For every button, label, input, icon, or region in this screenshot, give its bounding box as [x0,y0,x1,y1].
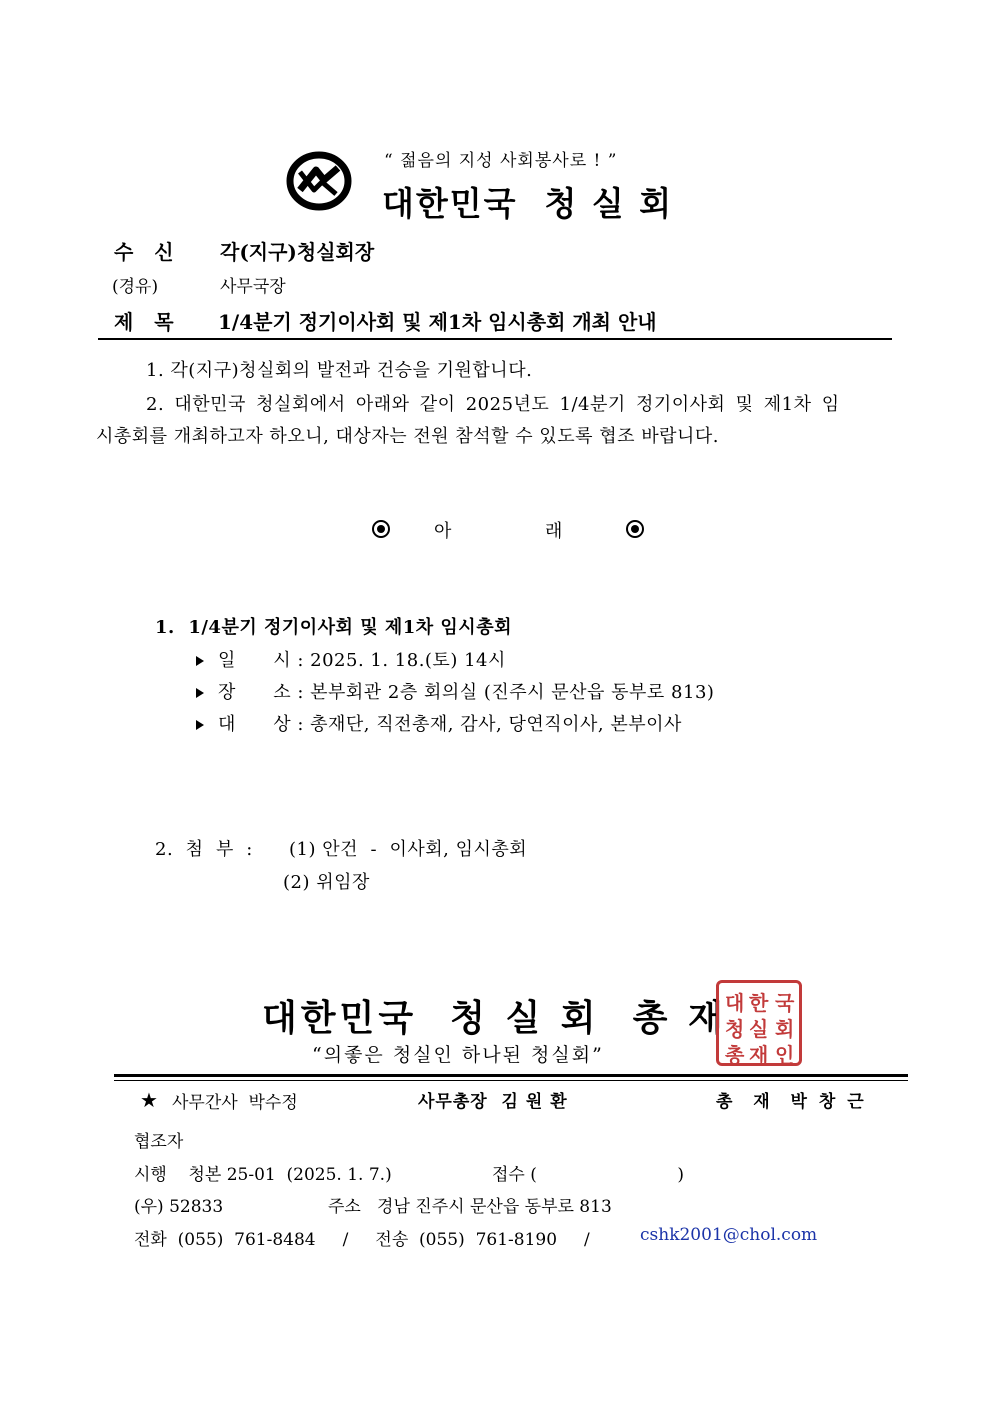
target-row [196,710,682,736]
attachment-1: (1) 안건 - 이사회, 임시총회 [289,839,528,860]
notice-char-a: 아 [434,521,452,542]
email-link[interactable]: cshk2001@chol.com [640,1225,818,1245]
receipt-info: 접수 ( ) [492,1165,685,1185]
triangle-bullet-icon [196,720,204,730]
footer-divider-thin [114,1080,908,1081]
seal-char: 대 [725,991,745,1015]
paragraph-1: 1. 각(지구)청실회의 발전과 건승을 기원합니다. [146,360,533,381]
recipient-value: 각(지구)청실회장 [220,240,375,264]
slogan: “ 젊음의 지성 사회봉사로 ! ” [384,151,618,171]
seal-char: 재 [749,1043,769,1067]
seal-char: 회 [775,1017,795,1041]
postal-code: (우) 52833 [134,1197,224,1217]
staff-star-icon: ★ [140,1088,158,1112]
date-row [196,646,506,672]
notice-char-re: 래 [545,521,563,542]
seal-char: 실 [749,1017,769,1041]
subject-value: 1/4분기 정기이사회 및 제1차 임시총회 개최 안내 [218,310,657,334]
motto: “의좋은 청실인 하나된 청실회” [312,1044,604,1066]
date-label: 일 시 : [218,650,304,671]
president: 총 재 박 창 근 [716,1092,867,1112]
header-divider [98,338,892,340]
item-2-label: 2. 첨 부 : [155,839,253,860]
enforcement-info: 시행 청본 25-01 (2025. 1. 7.) [134,1165,392,1185]
seal-char: 인 [775,1043,795,1067]
seal-char: 청 [725,1017,745,1041]
org-title: 대한민국 청 실 회 [382,184,674,223]
item-1-title: 1. 1/4분기 정기이사회 및 제1차 임시총회 [155,617,512,638]
subject-label: 제 목 [114,310,174,334]
seal-char: 국 [775,991,795,1015]
official-seal [716,980,802,1066]
via-value: 사무국장 [220,277,286,297]
seal-char: 총 [725,1043,745,1067]
footer-divider-thick [114,1074,908,1077]
org-logo-icon [286,150,352,212]
staff-name: 사무간사 박수정 [172,1093,298,1113]
target-label: 대 상 : [218,714,304,735]
contact-info: 전화 (055) 761-8484 / 전송 (055) 761-8190 / [134,1230,590,1250]
cooperator-label: 협조자 [134,1132,184,1152]
via-label: (경유) [112,277,159,297]
issuer-name: 대한민국 청 실 회 총 재 [262,997,727,1039]
date-value: 2025. 1. 18.(토) 14시 [310,650,506,671]
bullseye-icon [372,520,390,538]
bullseye-icon [626,520,644,538]
triangle-bullet-icon [196,656,204,666]
place-row [196,678,714,704]
seal-char: 한 [749,991,769,1015]
secretary-general: 사무총장 김 원 환 [418,1092,568,1112]
place-label: 장 소 : [218,682,304,703]
triangle-bullet-icon [196,688,204,698]
attachment-2: (2) 위임장 [283,872,370,893]
recipient-label: 수 신 [114,240,174,264]
target-value: 총재단, 직전총재, 감사, 당연직이사, 본부이사 [310,714,682,735]
place-value: 본부회관 2층 회의실 (진주시 문산읍 동부로 813) [310,682,715,703]
paragraph-2-line-1: 2. 대한민국 청실회에서 아래와 같이 2025년도 1/4분기 정기이사회 및 제1차 임 [146,394,840,415]
address: 주소 경남 진주시 문산읍 동부로 813 [328,1197,612,1217]
paragraph-2-line-2: 시총회를 개최하고자 하오니, 대상자는 전원 참석할 수 있도록 협조 바랍니다. [96,426,719,447]
